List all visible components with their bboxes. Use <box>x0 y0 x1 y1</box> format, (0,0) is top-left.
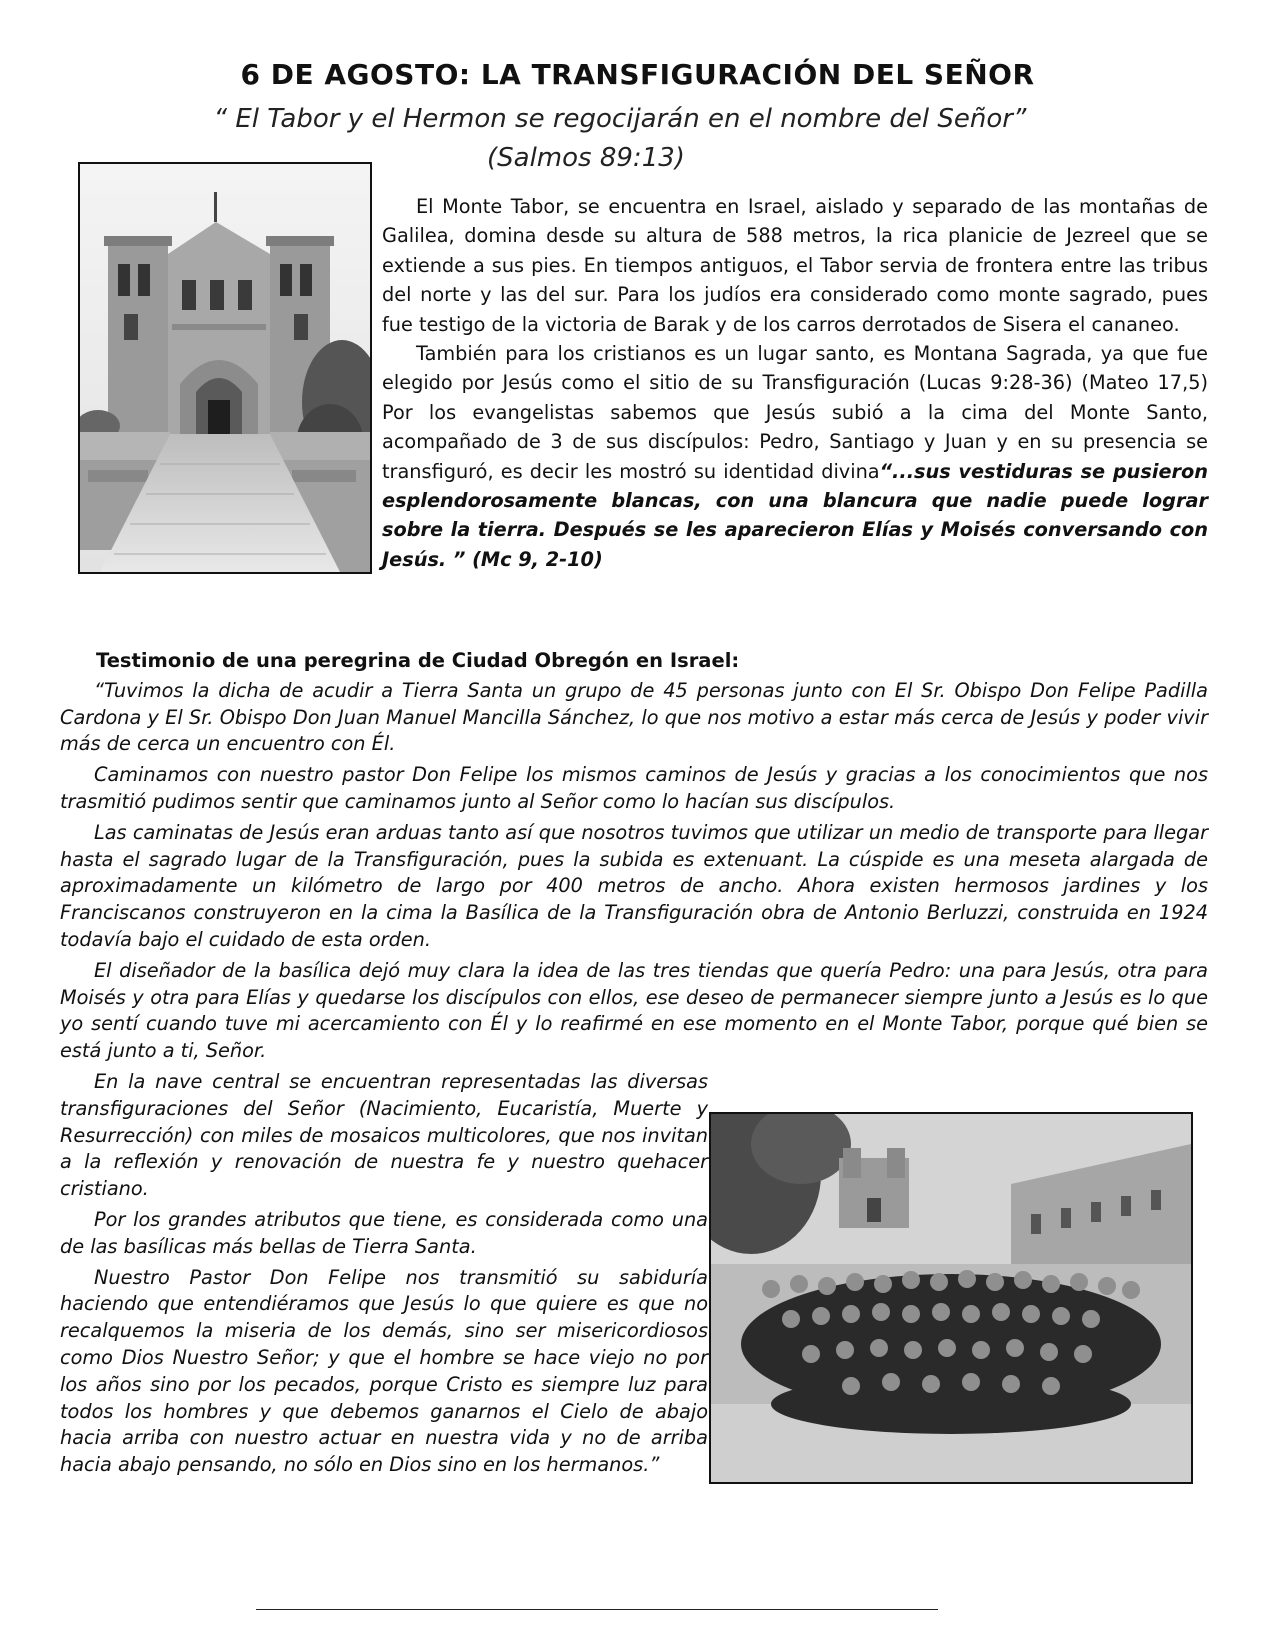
epigraph-reference: (Salmos 89:13) <box>487 143 685 173</box>
page-title: 6 DE AGOSTO: LA TRANSFIGURACIÓN DEL SEÑOR <box>240 58 1035 91</box>
footer-divider <box>256 1609 938 1610</box>
pilgrim-group-photo <box>709 1112 1193 1484</box>
testimony-paragraph: Las caminatas de Jesús eran arduas tanto así que nosotros tuvimos que utilizar un medio de transporte para llegar hasta el sagrado lugar de la Transfiguración, pues la subida es extenuant. La cúspide es una meseta alargada de aproximadamente un kilómetro de largo por 400 metros de ancho. Ahora existen hermosos jardines y los Franciscanos construyeron en la cima la Basílica de la Transfiguración obra de Antonio Berluzzi, construida en 1924 todavía bajo el cuidado de esta orden. <box>60 820 1208 951</box>
group-illustration <box>711 1114 1191 1482</box>
intro-text <box>60 192 1208 574</box>
gospel-quote: “...sus vestiduras se pusieron esplendorosamente blancas, con una blancura que nadie puede lograr sobre la tierra. Después se les aparecieron Elías y Moisés conversando con Jesús. ” (Mc 9, 2-10) <box>382 459 1208 571</box>
photo-wrap-space <box>60 192 382 572</box>
testimony-paragraph: Nuestro Pastor Don Felipe nos transmitió su sabiduría haciendo que entendiéramos que Jesús lo que quiere es que no recalquemos la miseria de los demás, sino ser misericordiosos como Dios Nuestro Señor; y que el hombre se hace viejo no por los años sino por los pecados, porque Cristo es siempre luz para todos los hombres y que debemos ganarnos el Cielo de abajo hacia arriba con nuestro actuar en nuestra vida y no de arriba hacia abajo pensando, no sólo en Dios sino en los hermanos.” <box>60 1265 708 1477</box>
testimony-paragraph: Caminamos con nuestro pastor Don Felipe los mismos caminos de Jesús y gracias a los conocimientos que nos trasmitió pudimos sentir que caminamos junto al Señor como lo hacían sus discípulos. <box>60 763 1208 813</box>
testimony-paragraph: En la nave central se encuentran representadas las diversas transfiguraciones del Señor (Nacimiento, Eucaristía, Muerte y Resurrección) con miles de mosaicos multicolores, que nos invitan a la reflexión y renovación de nuestra fe y nuestro quehacer cristiano. <box>60 1069 708 1201</box>
epigraph-quote: “ El Tabor y el Hermon se regocijarán en el nombre del Señor” <box>213 104 1027 134</box>
testimony-heading: Testimonio de una peregrina de Ciudad Obregón en Israel: <box>96 649 740 672</box>
testimony-paragraph: Por los grandes atributos que tiene, es considerada como una de las basílicas más bellas de Tierra Santa. <box>60 1207 708 1258</box>
intro-paragraph-1: El Monte Tabor, se encuentra en Israel, aislado y separado de las montañas de Galilea, domina desde su altura de 588 metros, la rica planicie de Jezreel que se extiende a sus pies. En tiempos antiguos, el Tabor servia de frontera entre las tribus del norte y las del sur. Para los judíos era considerado como monte sagrado, pues fue testigo de la victoria de Barak y de los carros derrotados de Sisera el cananeo. <box>382 195 1208 336</box>
testimony-paragraph: El diseñador de la basílica dejó muy clara la idea de las tres tiendas que quería Pedro: una para Jesús, otra para Moisés y otra para Elías y quedarse los discípulos con ellos, ese deseo de permanecer siempre junto a Jesús es lo que yo sentí cuando tuve mi acercamiento con Él y lo reafirmé en ese momento en el Monte Tabor, porque qué bien se está junto a ti, Señor. <box>60 958 1208 1063</box>
intro-paragraph-2-text: También para los cristianos es un lugar santo, es Montana Sagrada, ya que fue elegido por Jesús como el sitio de su Transfiguración (Lucas 9:28-36) (Mateo 17,5) Por los evangelistas sabemos que Jesús subió a la cima del Monte Santo, acompañado de 3 de sus discípulos: Pedro, Santiago y Juan y en su presencia se transfiguró, es decir les mostró su identidad divina <box>382 342 1208 483</box>
testimony-paragraph: “Tuvimos la dicha de acudir a Tierra Santa un grupo de 45 personas junto con El Sr. Obispo Don Felipe Padilla Cardona y El Sr. Obispo Don Juan Manuel Mancilla Sánchez, lo que nos motivo a estar más cerca de Jesús y poder vivir más de cerca un encuentro con Él. <box>60 678 1208 756</box>
